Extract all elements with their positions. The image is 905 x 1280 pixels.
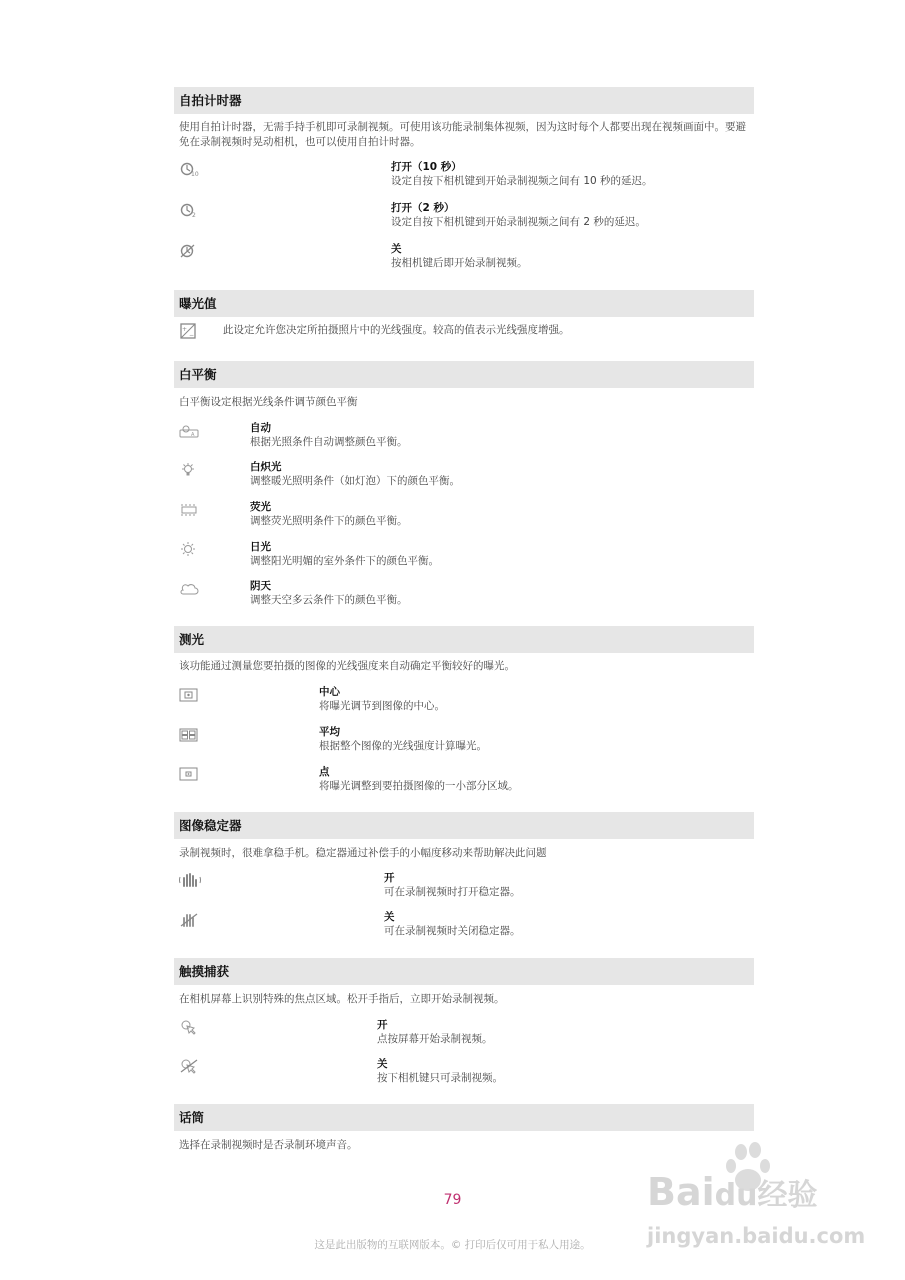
- touch-capture-off-icon: [179, 1058, 199, 1074]
- section-title-white-balance: 白平衡: [174, 361, 754, 388]
- item-title: 打开（2 秒）: [391, 202, 455, 214]
- touch-capture-on-icon: [179, 1019, 199, 1035]
- exposure-description: 此设定允许您决定所拍摄照片中的光线强度。较高的值表示光线强度增强。: [223, 324, 570, 336]
- item-title: 中心: [319, 686, 340, 698]
- item-desc: 调整暖光照明条件（如灯泡）下的颜色平衡。: [250, 475, 460, 487]
- metering-average-item: [319, 725, 487, 753]
- stabilizer-on-item: [384, 871, 521, 899]
- item-title: 关: [391, 243, 402, 255]
- white-balance-description: 白平衡设定根据光线条件调节颜色平衡: [179, 396, 358, 408]
- selftimer-off-item: [391, 242, 528, 270]
- stabilizer-off-item: [384, 910, 521, 938]
- item-title: 平均: [319, 726, 340, 738]
- page-number: 79: [443, 1192, 462, 1208]
- svg-text:A: A: [191, 432, 195, 438]
- metering-center-item: [319, 685, 445, 713]
- wb-auto-item: [250, 421, 408, 449]
- item-title: 开: [384, 872, 395, 884]
- item-desc: 调整阳光明媚的室外条件下的颜色平衡。: [250, 555, 439, 567]
- item-desc: 按相机键后即开始录制视频。: [391, 257, 528, 269]
- item-title: 阴天: [250, 580, 271, 592]
- page-footer: 这是此出版物的互联网版本。© 打印后仅可用于私人用途。: [314, 1239, 591, 1251]
- item-desc: 将曝光调整到要拍摄图像的一小部分区域。: [319, 780, 519, 792]
- wb-incandescent-item: [250, 460, 460, 488]
- selftimer-description: 使用自拍计时器，无需手持手机即可录制视频。可使用该功能录制集体视频，因为这时每个人都要出现在视频画面中。要避免在录制视频时晃动相机，也可以使用自拍计时器。: [179, 121, 746, 148]
- item-title: 开: [377, 1019, 388, 1031]
- watermark-cn: 经验: [757, 1178, 818, 1213]
- wb-incandescent-icon: [179, 462, 199, 478]
- selftimer-2s-icon: [179, 202, 199, 218]
- item-title: 关: [384, 911, 395, 923]
- wb-cloudy-icon: [179, 581, 199, 597]
- watermark-url: jingyan.baidu.com: [647, 1224, 866, 1248]
- item-desc: 设定自按下相机键到开始录制视频之间有 10 秒的延迟。: [391, 175, 653, 187]
- item-desc: 调整荧光照明条件下的颜色平衡。: [250, 515, 408, 527]
- item-title: 打开（10 秒）: [391, 161, 462, 173]
- section-title-exposure: 曝光值: [174, 290, 754, 317]
- section-title-metering: 测光: [174, 626, 754, 653]
- item-desc: 根据整个图像的光线强度计算曝光。: [319, 740, 487, 752]
- selftimer-off-icon: [179, 243, 199, 259]
- item-title: 点: [319, 766, 330, 778]
- item-desc: 可在录制视频时关闭稳定器。: [384, 925, 521, 937]
- item-desc: 按下相机键只可录制视频。: [377, 1072, 503, 1084]
- selftimer-10s-item: [391, 160, 653, 188]
- section-title-stabilizer: 图像稳定器: [174, 812, 754, 839]
- wb-fluorescent-icon: [179, 502, 199, 518]
- item-title: 自动: [250, 422, 271, 434]
- stabilizer-on-icon: [178, 872, 202, 888]
- watermark-logo: [647, 1170, 817, 1214]
- item-desc: 点按屏幕开始录制视频。: [377, 1033, 493, 1045]
- metering-spot-item: [319, 765, 519, 793]
- wb-auto-icon: [179, 423, 199, 439]
- item-title: 荧光: [250, 501, 271, 513]
- svg-text:10: 10: [191, 171, 199, 177]
- wb-daylight-icon: [179, 541, 199, 557]
- item-desc: 可在录制视频时打开稳定器。: [384, 886, 521, 898]
- section-title-microphone: 话筒: [174, 1104, 754, 1131]
- item-desc: 将曝光调节到图像的中心。: [319, 700, 445, 712]
- watermark-bai: Bai: [647, 1170, 715, 1214]
- stabilizer-description: 录制视频时，很难拿稳手机。稳定器通过补偿手的小幅度移动来帮助解决此问题: [179, 847, 547, 859]
- svg-text:2: 2: [192, 212, 196, 218]
- item-title: 白炽光: [250, 461, 282, 473]
- touch-capture-description: 在相机屏幕上识别特殊的焦点区域。松开手指后，立即开始录制视频。: [179, 993, 505, 1005]
- section-title-touch-capture: 触摸捕获: [174, 958, 754, 985]
- metering-description: 该功能通过测量您要拍摄的图像的光线强度来自动确定平衡较好的曝光。: [179, 660, 515, 672]
- selftimer-10s-icon: [179, 161, 199, 177]
- touch-capture-on-item: [377, 1018, 493, 1046]
- microphone-description: 选择在录制视频时是否录制环境声音。: [179, 1139, 358, 1151]
- touch-capture-off-item: [377, 1057, 503, 1085]
- metering-average-icon: [179, 727, 199, 743]
- svg-text:+: +: [182, 326, 188, 333]
- item-desc: 调整天空多云条件下的颜色平衡。: [250, 594, 408, 606]
- wb-fluorescent-item: [250, 500, 408, 528]
- exposure-value-icon: [179, 323, 199, 339]
- section-title-selftimer: 自拍计时器: [174, 87, 754, 114]
- selftimer-2s-item: [391, 201, 646, 229]
- item-desc: 根据光照条件自动调整颜色平衡。: [250, 436, 408, 448]
- baidu-watermark: [643, 1140, 866, 1270]
- wb-daylight-item: [250, 540, 439, 568]
- item-title: 日光: [250, 541, 271, 553]
- stabilizer-off-icon: [179, 912, 199, 928]
- metering-spot-icon: [179, 766, 199, 782]
- wb-cloudy-item: [250, 579, 408, 607]
- item-desc: 设定自按下相机键到开始录制视频之间有 2 秒的延迟。: [391, 216, 646, 228]
- watermark-du: du: [714, 1178, 758, 1213]
- svg-text:−: −: [189, 332, 195, 339]
- metering-center-icon: [179, 687, 199, 703]
- item-title: 关: [377, 1058, 388, 1070]
